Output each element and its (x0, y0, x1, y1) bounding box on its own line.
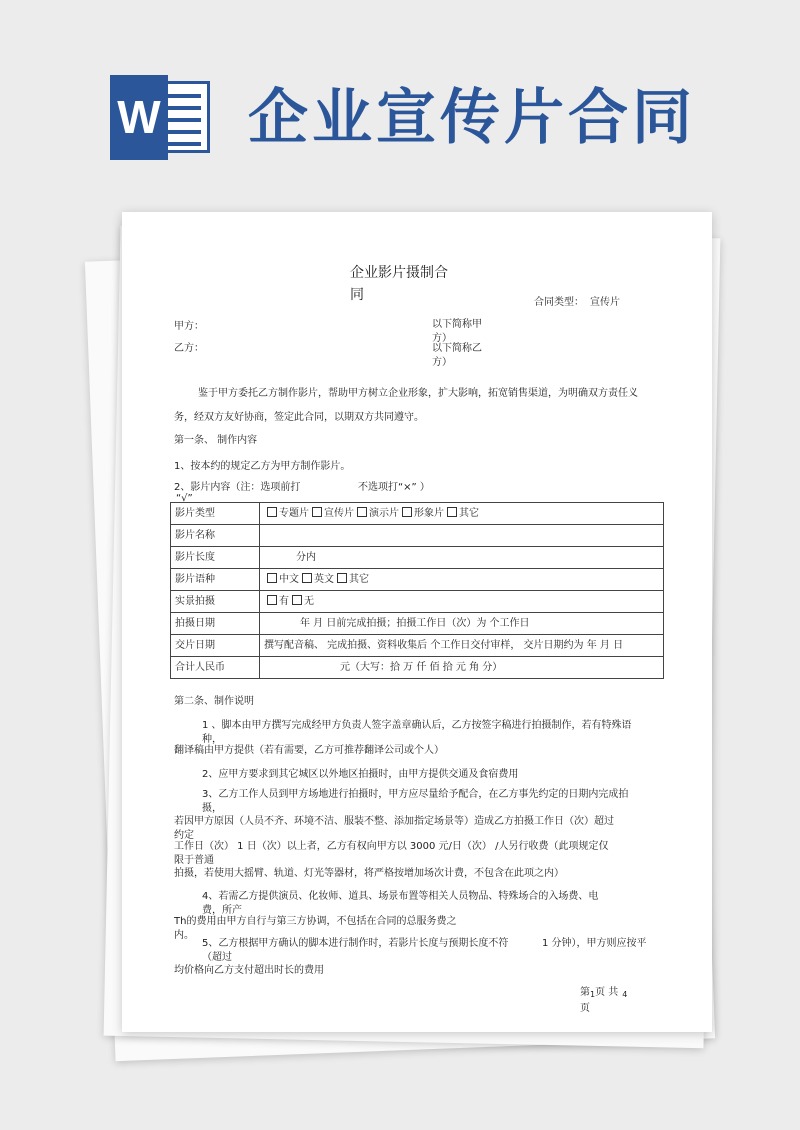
row-value: 年 月 日前完成拍摄；拍摄工作日（次）为 个工作日 (260, 613, 664, 635)
row-label: 影片语种 (171, 569, 260, 591)
para-5b: 均价格向乙方支付超出时长的费用 (174, 965, 324, 976)
para-3a: 3、乙方工作人员到甲方场地进行拍摄时，甲方应尽量给予配合，在乙方事先约定的日期内完成拍摄， (202, 789, 629, 814)
preamble-line-1: 鉴于甲方委托乙方制作影片，帮助甲方树立企业形象，扩大影响，拓宽销售渠道，为明确双方责任义 (198, 388, 638, 399)
row-value: 分内 (260, 547, 664, 569)
para-4b: Th的费用由甲方自行与第三方协调，不包括在合同的总服务费之内。 (174, 916, 457, 941)
contract-type-label: 合同类型： (534, 297, 584, 308)
option-label: 其它 (349, 573, 369, 585)
row-value (260, 525, 664, 547)
checkbox[interactable] (337, 573, 347, 583)
checkbox[interactable] (312, 507, 322, 517)
item-2-mark: “√” (176, 493, 193, 504)
table-row (171, 569, 664, 591)
table-row (171, 657, 664, 679)
table-row (171, 547, 664, 569)
table-row (171, 503, 664, 525)
option-label: 中文 (279, 573, 299, 585)
item-2-tail: 不选项打“×” ） (358, 482, 430, 493)
option-label: 演示片 (369, 507, 399, 519)
option-label: 专题片 (279, 507, 309, 519)
pager: 第$_1$页 共 $_4$ 页 (580, 987, 628, 1014)
checkbox[interactable] (292, 595, 302, 605)
row-value (260, 503, 664, 525)
checkbox[interactable] (302, 573, 312, 583)
row-label: 实景拍摄 (171, 591, 260, 613)
contract-type-value: 宣传片 (590, 297, 620, 308)
checkbox[interactable] (447, 507, 457, 517)
row-value (260, 591, 664, 613)
party-a-label: 甲方： (174, 321, 204, 332)
row-value (260, 569, 664, 591)
banner-title: 企业宣传片合同 (248, 83, 696, 153)
row-label: 影片类型 (171, 503, 260, 525)
para-3d: 拍摄，若使用大摇臂、轨道、灯光等器材，将严格按增加场次计费，不包含在此项之内） (174, 868, 564, 879)
item-2: 2、影片内容（注：选项前打 (174, 482, 301, 493)
row-label: 拍摄日期 (171, 613, 260, 635)
row-label: 影片名称 (171, 525, 260, 547)
table-row (171, 635, 664, 657)
document-page (122, 212, 712, 1032)
option-label: 英文 (314, 573, 334, 585)
table-row (171, 613, 664, 635)
option-label: 无 (304, 595, 314, 607)
option-label: 形象片 (414, 507, 444, 519)
item-1: 1、按本约的规定乙方为甲方制作影片。 (174, 461, 351, 472)
row-value: 元（大写：拾 万 仟 佰 拾 元 角 分） (260, 657, 664, 679)
film-info-table (170, 502, 664, 679)
preamble-line-2: 务，经双方友好协商，签定此合同，以期双方共同遵守。 (174, 412, 424, 423)
para-5-mid: 1 分钟），甲方则应按平 (542, 938, 647, 949)
para-3c: 工作日（次） 1 日（次）以上者，乙方有权向甲方以 3000 元/日（次） /人另行收费（此项规定仅限于普通 (174, 841, 609, 866)
party-b-label: 乙方： (174, 343, 204, 354)
para-3b: 若因甲方原因（人员不齐、环境不洁、服装不整、添加指定场景等）造成乙方拍摄工作日（次）超过约定 (174, 816, 614, 841)
para-4a: 4、若需乙方提供演员、化妆师、道具、场景布置等相关人员物品、特殊场合的入场费、电费，所产 (202, 891, 599, 916)
para-2: 2、应甲方要求到其它城区以外地区拍摄时，由甲方提供交通及食宿费用 (202, 769, 519, 780)
checkbox[interactable] (357, 507, 367, 517)
row-label: 合计人民币 (171, 657, 260, 679)
article-1-heading: 第一条、 制作内容 (174, 435, 258, 446)
checkbox[interactable] (267, 507, 277, 517)
checkbox[interactable] (267, 595, 277, 605)
row-label: 交片日期 (171, 635, 260, 657)
para-1b: 翻译稿由甲方提供（若有需要，乙方可推荐翻译公司或个人） (174, 745, 444, 756)
table-row (171, 525, 664, 547)
option-label: 其它 (459, 507, 479, 519)
option-label: 有 (279, 595, 289, 607)
word-letter: W (110, 75, 168, 160)
document-title: 企业影片摄制合同 (350, 265, 448, 303)
party-a-alias: 以下简称甲方） (432, 319, 482, 344)
row-value: 撰写配音稿、 完成拍摄、资料收集后 个工作日交付审样， 交片日期约为 年 月 日 (260, 635, 664, 657)
word-app-icon (110, 75, 215, 160)
party-b-alias: 以下简称乙方） (432, 343, 482, 368)
option-label: 宣传片 (324, 507, 354, 519)
checkbox[interactable] (267, 573, 277, 583)
article-2-heading: 第二条、制作说明 (174, 696, 254, 707)
row-label: 影片长度 (171, 547, 260, 569)
para-1a: 1 、脚本由甲方撰写完成经甲方负责人签字盖章确认后，乙方按签字稿进行拍摄制作，若有特殊语种， (202, 720, 632, 745)
para-5a: 5、乙方根据甲方确认的脚本进行制作时，若影片长度与预期长度不符 （超过 (202, 938, 509, 963)
table-row (171, 591, 664, 613)
checkbox[interactable] (402, 507, 412, 517)
